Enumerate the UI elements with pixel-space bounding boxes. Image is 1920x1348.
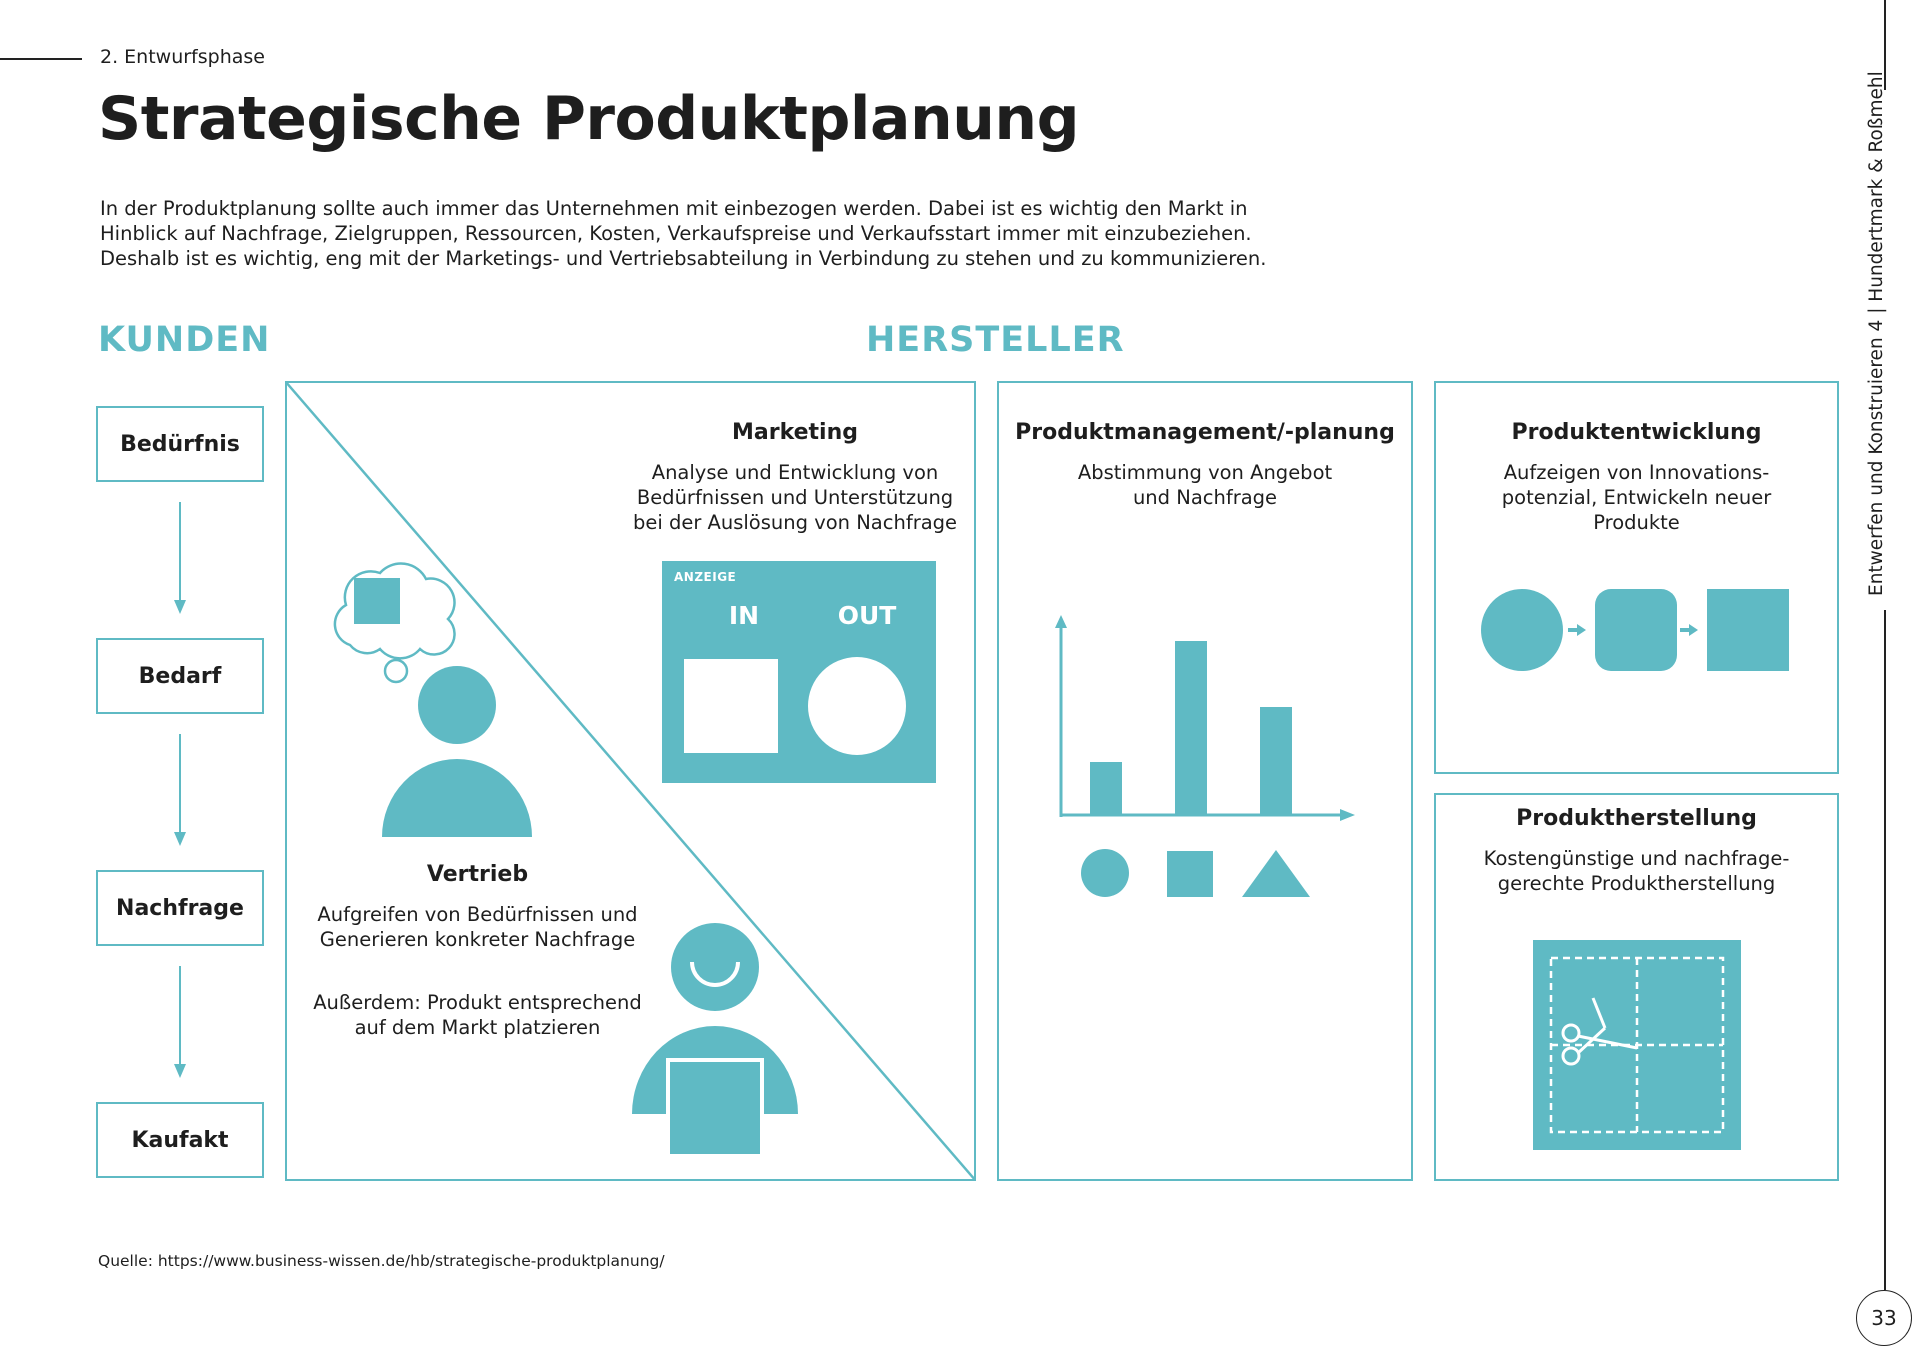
intro-line-2: Hinblick auf Nachfrage, Zielgruppen, Ressourcen, Kosten, Verkaufspreise und Verkaufsstart immer mit einzubeziehen. — [100, 222, 1252, 245]
intro-line-1: In der Produktplanung sollte auch immer das Unternehmen mit einbezogen werden. Dabei ist es wichtig den Markt in — [100, 197, 1248, 220]
side-rule-bottom — [1884, 610, 1886, 1290]
vertrieb-line-3: Außerdem: Produkt entsprechend — [313, 991, 642, 1014]
chapter-label: 2. Entwurfsphase — [100, 46, 265, 68]
produktmanagement-line-1: Abstimmung von Angebot — [1077, 461, 1333, 484]
produktentwicklung-line-1: Aufzeigen von Innovations- — [1503, 461, 1770, 484]
section-kunden: KUNDEN — [98, 320, 271, 360]
ad-label: ANZEIGE — [674, 570, 737, 584]
vertrieb-line-2: Generieren konkreter Nachfrage — [319, 928, 636, 951]
marketing-text — [620, 460, 970, 535]
vertrieb-text — [305, 902, 650, 1040]
kunden-arrows — [160, 490, 200, 1090]
page-number — [1856, 1290, 1912, 1346]
produktentwicklung-text — [1434, 460, 1839, 535]
marketing-line-1: Analyse und Entwicklung von — [651, 461, 939, 484]
produktmanagement-line-2: und Nachfrage — [1132, 486, 1278, 509]
marketing-line-3: bei der Auslösung von Nachfrage — [632, 511, 958, 534]
arrow-down-icon — [174, 600, 186, 614]
thinking-person-icon — [310, 555, 540, 845]
intro-text — [100, 196, 1340, 271]
ad-in-label: IN — [728, 601, 760, 630]
vertrieb-line-1: Aufgreifen von Bedürfnissen und — [317, 903, 638, 926]
header-rule — [0, 58, 82, 60]
marketing-line-2: Bedürfnissen und Unterstützung — [636, 486, 954, 509]
produktherstellung-line-1: Kostengünstige und nachfrage- — [1483, 847, 1790, 870]
produktherstellung-text — [1434, 846, 1839, 896]
kunden-step-label: Nachfrage — [116, 895, 244, 921]
intro-line-3: Deshalb ist es wichtig, eng mit der Marketings- und Vertriebsabteilung in Verbindung zu stehen und zu kommunizieren. — [100, 247, 1267, 270]
page-number-text: 33 — [1871, 1306, 1897, 1330]
arrow-down-icon — [174, 832, 186, 846]
ad-out-label: OUT — [837, 601, 897, 630]
kunden-step-label: Bedarf — [138, 663, 222, 689]
produktherstellung-title: Produktherstellung — [1516, 806, 1757, 831]
bar-chart-icon — [1050, 615, 1370, 905]
advertisement-block — [662, 561, 936, 783]
kunden-step-label: Bedürfnis — [120, 431, 240, 457]
produktentwicklung-line-2: potenzial, Entwickeln neuer — [1501, 486, 1772, 509]
produktherstellung-line-2: gerechte Produktherstellung — [1497, 872, 1776, 895]
produktmanagement-title: Produktmanagement/-planung — [1015, 420, 1395, 445]
page-title: Strategische Produktplanung — [98, 84, 1080, 154]
side-label-text: Entwerfen und Konstruieren 4 | Hundertmark & Roßmehl — [1866, 71, 1887, 596]
section-hersteller: HERSTELLER — [866, 320, 1125, 360]
salesperson-icon — [630, 922, 800, 1158]
vertrieb-line-4: auf dem Markt platzieren — [354, 1016, 601, 1039]
vertrieb-title: Vertrieb — [426, 862, 529, 887]
kunden-step-kaufakt — [96, 1102, 264, 1178]
ad-out-circle-icon — [808, 657, 906, 755]
arrow-down-icon — [174, 1064, 186, 1078]
development-flow-icon — [1480, 588, 1790, 672]
kunden-step-beduerfnis — [96, 406, 264, 482]
kunden-step-label: Kaufakt — [131, 1127, 229, 1153]
ad-in-square-icon — [684, 659, 778, 753]
produktentwicklung-title: Produktentwicklung — [1511, 420, 1762, 445]
produktentwicklung-line-3: Produkte — [1593, 511, 1680, 534]
cutting-pattern-icon — [1533, 940, 1741, 1150]
source-citation: Quelle: https://www.business-wissen.de/hb/strategische-produktplanung/ — [98, 1252, 665, 1270]
produktmanagement-text — [997, 460, 1413, 510]
marketing-title: Marketing — [731, 420, 859, 445]
